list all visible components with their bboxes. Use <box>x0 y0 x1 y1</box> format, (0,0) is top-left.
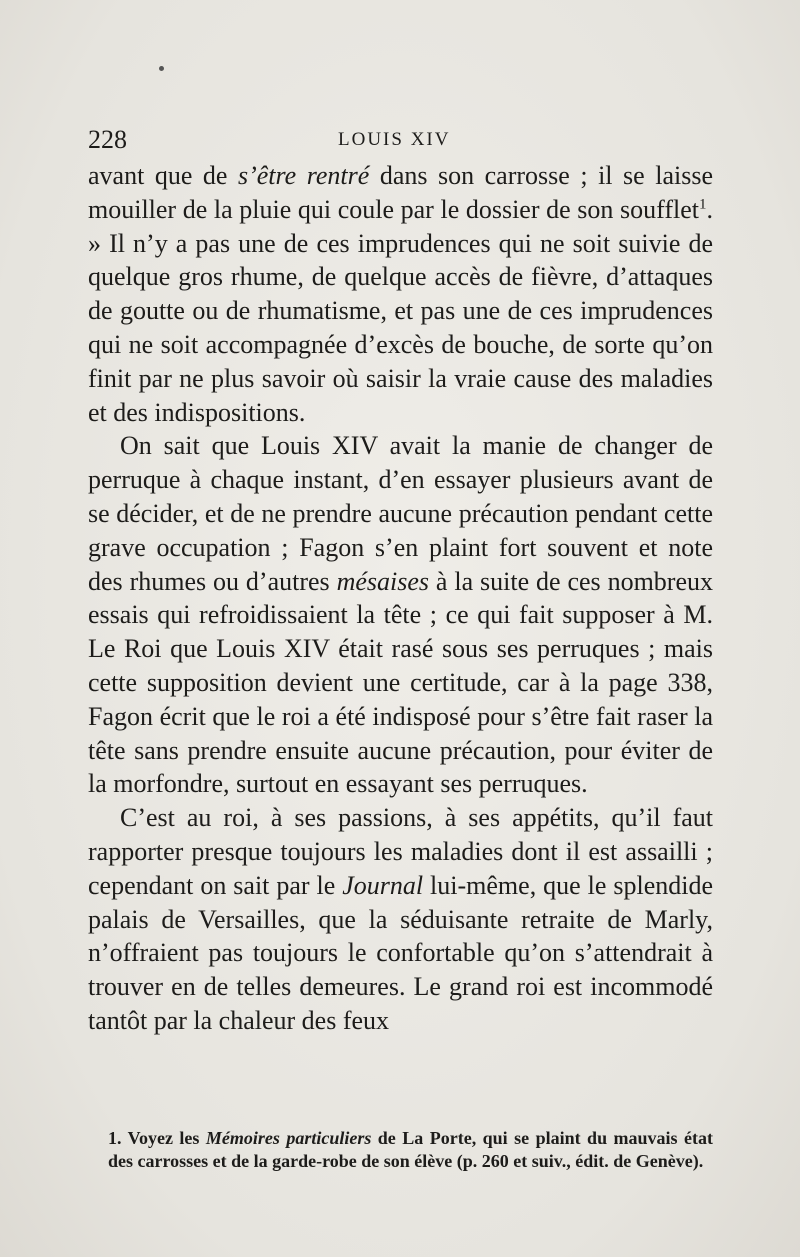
running-title: LOUIS XIV <box>338 129 451 150</box>
italic-phrase: mésaises <box>336 566 429 596</box>
text-run: On sait que Louis XIV avait la manie de changer de perruque à chaque instant, d’en essayer plusieurs avant de se décider, et de ne prendre aucune précaution pendant cette grave occupation ; Fagon s’en plaint fort souvent et note des rhumes ou d’autres <box>88 431 713 596</box>
italic-phrase: Mémoires particuliers <box>205 1128 372 1148</box>
text-run: à la suite de ces nombreux essais qui refroidissaient la tête ; ce qui fait supposer à M. Le Roi que Louis XIV était rasé sous ses perruques ; mais cette supposition devient une certitude, car à la page 338, Fagon écrit que le roi a été indisposé pour s’être fait raser la tête sans prendre ensuite aucune précaution, pour éviter de la morfondre, surtout en essayant ses perruques. <box>88 566 713 799</box>
page-number: 228 <box>88 125 127 154</box>
footnote-ref: 1 <box>699 196 707 213</box>
footnote-number: 1. <box>108 1128 122 1148</box>
paragraph-2 <box>88 429 713 801</box>
text-run: dans son carrosse ; il se laisse mouiller de la pluie qui coule par le dossier de son soufflet <box>88 161 713 224</box>
text-run: de La Porte, qui se plaint du mauvais état des carrosses et de la garde-robe de son élève (p. 260 et suiv., édit. de Genève). <box>108 1128 713 1171</box>
italic-phrase: s’être rentré <box>237 161 370 190</box>
text-run: C’est au roi, à ses passions, à ses appétits, qu’il faut rapporter presque toujours les maladies dont il est assailli ; cependant on sait par le <box>88 803 713 900</box>
ink-speck <box>159 66 164 71</box>
paragraph-1 <box>88 159 713 429</box>
body-text <box>88 159 713 1038</box>
paragraph-3 <box>88 801 713 1038</box>
footnote <box>108 1127 713 1173</box>
italic-phrase: Journal <box>342 870 424 900</box>
text-run: Voyez les <box>121 1128 206 1148</box>
text-run: lui-même, que le splendide palais de Versailles, que la séduisante retraite de Marly, n’offraient pas toujours le confortable qu’on s’attendrait à trouver en de telles demeures. Le grand roi est incommodé tantôt par la chaleur des feux <box>88 870 713 1035</box>
text-run: avant que de <box>88 161 238 190</box>
text-run: . » Il n’y a pas une de ces imprudences qui ne soit suivie de quelque gros rhume, de quelque accès de fièvre, d’attaques de goutte ou de rhumatisme, et pas une de ces imprudences qui ne soit accompagnée d’excès de bouche, de sorte qu’on finit par ne plus savoir où saisir la vraie cause des maladies et des indispositions. <box>88 194 713 427</box>
